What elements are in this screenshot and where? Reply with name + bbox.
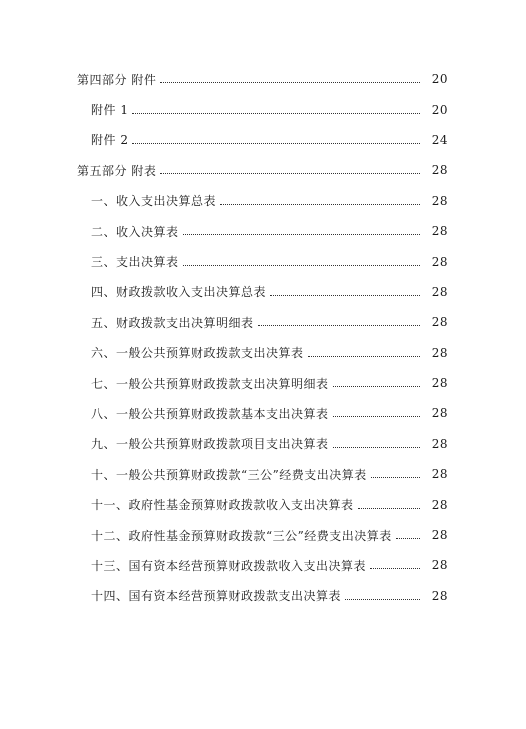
toc-dot-leader [132,112,420,114]
toc-entry-page: 28 [431,497,448,512]
toc-entry-page: 28 [431,345,448,360]
toc-entry-page: 28 [431,224,448,239]
toc-entry-title: 五、财政拨款支出决算明细表 [91,315,254,330]
toc-dot-leader [333,385,420,387]
toc-entry-page: 28 [431,558,448,573]
toc-dot-leader [270,294,420,296]
toc-entry-page: 28 [431,284,448,299]
toc-entry-title: 一、收入支出决算总表 [91,194,217,209]
toc-entry-table-7[interactable] [0,368,526,398]
toc-entry-title: 第五部分 附表 [77,163,157,178]
toc-entry-title: 附件 1 [91,103,129,118]
toc-entry-page: 24 [431,132,448,147]
toc-dot-leader [160,81,420,83]
toc-entry-table-11[interactable] [0,489,526,519]
toc-entry-table-12[interactable] [0,520,526,550]
toc-entry-table-5[interactable] [0,307,526,337]
table-of-contents [0,64,526,611]
toc-entry-page: 28 [431,467,448,482]
toc-entry-table-6[interactable] [0,338,526,368]
toc-entry-title: 九、一般公共预算财政拨款项目支出决算表 [91,437,329,452]
toc-dot-leader [371,476,420,478]
toc-entry-page: 20 [431,72,448,87]
toc-entry-title: 四、财政拨款收入支出决算总表 [91,285,267,300]
toc-entry-title: 六、一般公共预算财政拨款支出决算表 [91,346,304,361]
toc-entry-page: 28 [431,436,448,451]
toc-entry-table-2[interactable] [0,216,526,246]
toc-entry-page: 28 [431,588,448,603]
toc-entry-page: 28 [431,376,448,391]
toc-dot-leader [333,446,420,448]
toc-entry-title: 十二、政府性基金预算财政拨款“三公”经费支出决算表 [91,528,392,543]
toc-entry-page: 28 [431,528,448,543]
toc-entry-title: 三、支出决算表 [91,255,179,270]
toc-entry-table-13[interactable] [0,550,526,580]
toc-entry-title: 十一、政府性基金预算财政拨款收入支出决算表 [91,498,354,513]
toc-entry-title: 十四、国有资本经营预算财政拨款支出决算表 [91,589,342,604]
toc-entry-part5[interactable] [0,155,526,185]
toc-entry-table-14[interactable] [0,581,526,611]
toc-dot-leader [396,537,420,539]
toc-dot-leader [160,172,420,174]
toc-dot-leader [220,203,420,205]
toc-entry-attachment-2[interactable] [0,125,526,155]
toc-dot-leader [183,264,420,266]
toc-entry-page: 28 [431,406,448,421]
toc-entry-title: 七、一般公共预算财政拨款支出决算明细表 [91,376,329,391]
toc-entry-title: 二、收入决算表 [91,224,179,239]
toc-dot-leader [345,598,420,600]
toc-dot-leader [183,233,420,235]
toc-entry-title: 附件 2 [91,133,129,148]
toc-entry-page: 28 [431,193,448,208]
toc-entry-page: 28 [431,315,448,330]
toc-entry-title: 第四部分 附件 [77,72,157,87]
toc-dot-leader [308,355,420,357]
toc-entry-title: 十、一般公共预算财政拨款“三公”经费支出决算表 [91,467,367,482]
toc-dot-leader [258,324,420,326]
toc-entry-attachment-1[interactable] [0,94,526,124]
toc-dot-leader [358,507,420,509]
toc-entry-table-8[interactable] [0,398,526,428]
toc-entry-title: 八、一般公共预算财政拨款基本支出决算表 [91,406,329,421]
toc-entry-title: 十三、国有资本经营预算财政拨款收入支出决算表 [91,558,367,573]
toc-entry-page: 28 [431,163,448,178]
toc-entry-page: 28 [431,254,448,269]
toc-dot-leader [370,567,420,569]
toc-dot-leader [333,415,420,417]
toc-entry-page: 20 [431,102,448,117]
toc-entry-table-3[interactable] [0,246,526,276]
toc-entry-table-10[interactable] [0,459,526,489]
toc-entry-table-4[interactable] [0,277,526,307]
toc-entry-part4[interactable] [0,64,526,94]
toc-entry-table-9[interactable] [0,429,526,459]
toc-dot-leader [132,142,420,144]
toc-entry-table-1[interactable] [0,186,526,216]
